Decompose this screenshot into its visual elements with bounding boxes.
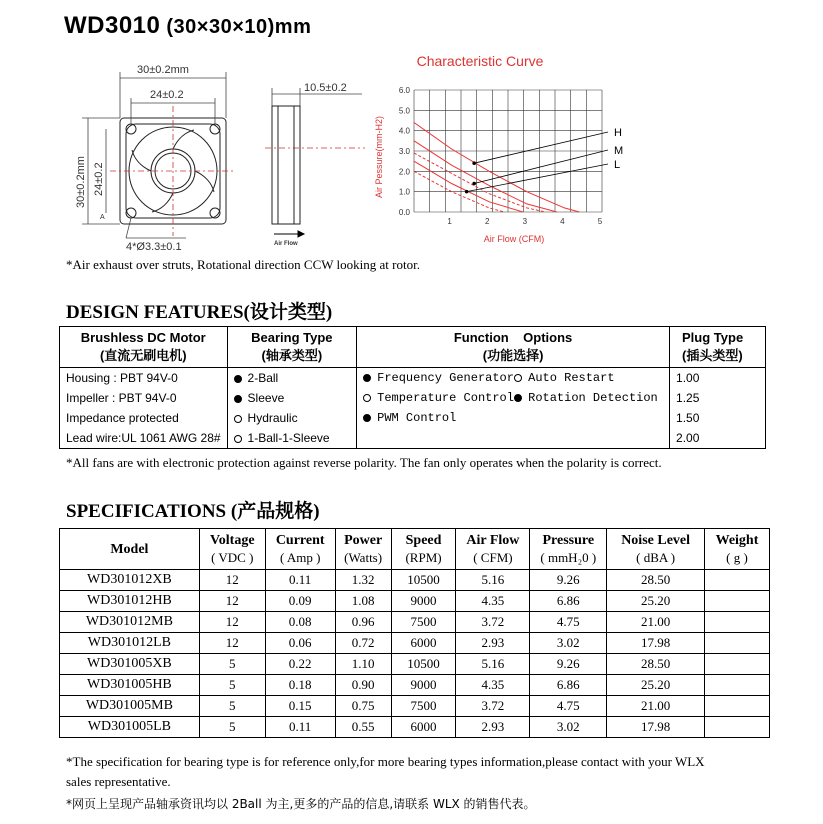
bearing-option: 2-Ball [227, 368, 357, 389]
spec-header: Speed (RPM) [391, 529, 456, 570]
dim-inner-height-label: 24±0.2 [93, 162, 105, 196]
spec-cell: 0.06 [265, 633, 335, 654]
specifications-table [59, 528, 770, 738]
filled-dot-icon [234, 395, 242, 403]
spec-cell: 9.26 [530, 570, 607, 591]
spec-cell: 3.72 [456, 696, 530, 717]
spec-cell: 12 [199, 591, 265, 612]
bearing-option: 1-Ball-1-Sleeve [227, 428, 357, 449]
spec-cell [704, 570, 769, 591]
spec-cell [704, 633, 769, 654]
function-options: Frequency Generator Auto Restart [357, 368, 670, 389]
plug-option: 1.50 [670, 408, 766, 428]
spec-header: Pressure ( mmH₂0 ) [530, 529, 607, 570]
plug-option: 2.00 [670, 428, 766, 449]
spec-cell: 28.50 [607, 654, 705, 675]
fan-dimension-drawing [60, 58, 370, 254]
chart-title: Characteristic Curve [416, 53, 544, 69]
design-features-table [59, 326, 766, 449]
design-row [60, 428, 766, 449]
spec-cell: 0.08 [265, 612, 335, 633]
series-labels [465, 127, 623, 193]
spec-cell: 0.11 [265, 570, 335, 591]
spec-row [60, 633, 770, 654]
airflow-arrowhead [298, 231, 304, 237]
spec-cell: 3.02 [530, 633, 607, 654]
spec-cell [704, 696, 769, 717]
y-tick-label: 6.0 [398, 86, 410, 95]
design-row [60, 408, 766, 428]
spec-cell: WD301012LB [60, 633, 200, 654]
footer-note-line1: *The specification for bearing type is for reference only,for more bearing types information,please contact with your WLX [66, 754, 705, 769]
spec-cell: 2.93 [456, 717, 530, 738]
spec-row [60, 675, 770, 696]
spec-cell: 12 [199, 633, 265, 654]
spec-row [60, 570, 770, 591]
spec-cell: 21.00 [607, 696, 705, 717]
spec-cell: 1.08 [335, 591, 391, 612]
y-tick-label: 2.0 [398, 167, 410, 177]
spec-cell: 4.75 [530, 612, 607, 633]
spec-row [60, 612, 770, 633]
spec-cell: 17.98 [607, 717, 705, 738]
spec-cell: 7500 [391, 696, 456, 717]
filled-dot-icon [363, 374, 371, 382]
fan-strut [173, 130, 194, 149]
spec-cell: 5.16 [456, 570, 530, 591]
y-tick-label: 4.0 [398, 126, 410, 136]
motor-spec: Impedance protected [60, 408, 228, 428]
series-leader [467, 164, 608, 192]
x-tick-label: 3 [522, 217, 528, 226]
spec-cell: WD301012MB [60, 612, 200, 633]
filled-dot-icon [234, 375, 242, 383]
spec-cell: 0.75 [335, 696, 391, 717]
spec-cell: 9.26 [530, 654, 607, 675]
spec-cell: 12 [199, 570, 265, 591]
x-tick-label: 4 [560, 217, 565, 226]
spec-cell: WD301005XB [60, 654, 200, 675]
bearing-option: Sleeve [227, 388, 357, 408]
spec-cell: WD301005HB [60, 675, 200, 696]
spec-header: Current ( Amp ) [265, 529, 335, 570]
spec-cell: 0.11 [265, 717, 335, 738]
spec-row [60, 654, 770, 675]
motor-spec: Impeller : PBT 94V-0 [60, 388, 228, 408]
spec-cell: 25.20 [607, 591, 705, 612]
x-axis-label: Air Flow (CFM) [483, 234, 545, 244]
design-row [60, 388, 766, 408]
x-tick-label: 2 [484, 217, 490, 226]
spec-cell: 0.55 [335, 717, 391, 738]
spec-cell [704, 675, 769, 696]
specs-heading: SPECIFICATIONS (产品规格) [66, 501, 320, 522]
spec-cell: 1.32 [335, 570, 391, 591]
series-label: M [614, 145, 624, 157]
spec-cell: 5.16 [456, 654, 530, 675]
spec-row [60, 696, 770, 717]
series-leader-dot [465, 190, 469, 194]
spec-cell: 10500 [391, 570, 456, 591]
empty-dot-icon [514, 374, 522, 382]
series-label: L [614, 159, 621, 171]
design-col-motor: Brushless DC Motor (直流无刷电机) [60, 327, 228, 368]
footer-note-line2: sales representative. [66, 774, 171, 789]
series-line-h [414, 123, 579, 213]
x-tick-label: 5 [597, 217, 603, 226]
design-row [60, 368, 766, 389]
spec-cell: 0.90 [335, 675, 391, 696]
spec-cell: 6000 [391, 633, 456, 654]
spec-cell: 0.96 [335, 612, 391, 633]
fan-side-view [272, 106, 300, 224]
x-tick-label: 1 [447, 217, 452, 226]
spec-cell: WD301012HB [60, 591, 200, 612]
dim-thickness-label: 10.5±0.2 [304, 82, 347, 94]
dim-inner-width-label: 24±0.2 [150, 89, 184, 101]
function-options [357, 428, 670, 449]
spec-header: Model [60, 529, 200, 570]
spec-cell [704, 717, 769, 738]
y-tick-label: 1.0 [398, 187, 410, 197]
fan-strut [152, 193, 173, 212]
polarity-note: *All fans are with electronic protection against reverse polarity. The fan only operates when the polarity is correct. [66, 455, 662, 470]
fan-strut [195, 171, 214, 192]
spec-cell: 6.86 [530, 675, 607, 696]
series-label: H [614, 127, 622, 139]
page-title [64, 12, 311, 40]
y-tick-label: 5.0 [398, 106, 410, 116]
y-tick-labels [399, 86, 411, 217]
spec-cell: 0.15 [265, 696, 335, 717]
spec-cell: 9000 [391, 675, 456, 696]
filled-dot-icon [363, 414, 371, 422]
footer-note-cn: *网页上呈现产品轴承资讯均以 2Ball 为主,更多的产品的信息,请联系 WLX 的销售代表。 [66, 797, 536, 811]
spec-cell: 3.72 [456, 612, 530, 633]
characteristic-curve-chart [372, 50, 632, 250]
spec-header: Voltage ( VDC ) [199, 529, 265, 570]
spec-cell: 3.02 [530, 717, 607, 738]
spec-cell: 0.18 [265, 675, 335, 696]
spec-cell: 25.20 [607, 675, 705, 696]
spec-cell: 6000 [391, 717, 456, 738]
dim-height-label: 30±0.2mm [75, 156, 87, 208]
spec-cell: 12 [199, 612, 265, 633]
spec-cell: 2.93 [456, 633, 530, 654]
x-tick-labels [447, 217, 602, 226]
dim-holes-label: 4*Ø3.3±0.1 [126, 241, 182, 253]
spec-cell: 17.98 [607, 633, 705, 654]
design-col-plug: Plug Type (插头类型) [670, 327, 766, 368]
spec-cell [704, 591, 769, 612]
filled-dot-icon [514, 394, 522, 402]
spec-cell: 6.86 [530, 591, 607, 612]
series-leader [474, 132, 608, 163]
size-title: (30×30×10)mm [166, 16, 312, 38]
spec-cell: 4.35 [456, 675, 530, 696]
function-options: PWM Control [357, 408, 670, 428]
exhaust-note: *Air exhaust over struts, Rotational direction CCW looking at rotor. [66, 257, 420, 272]
spec-cell [704, 654, 769, 675]
dim-leader-holes [126, 218, 131, 238]
spec-cell: 7500 [391, 612, 456, 633]
spec-cell: 0.72 [335, 633, 391, 654]
motor-spec: Housing : PBT 94V-0 [60, 368, 228, 389]
spec-cell: 10500 [391, 654, 456, 675]
series-leader-dot [472, 161, 476, 165]
spec-cell: 5 [199, 654, 265, 675]
spec-header: Weight ( g ) [704, 529, 769, 570]
spec-row [60, 591, 770, 612]
spec-row [60, 717, 770, 738]
empty-dot-icon [234, 415, 242, 423]
spec-cell: 1.10 [335, 654, 391, 675]
spec-header: Power (Watts) [335, 529, 391, 570]
empty-dot-icon [363, 394, 371, 402]
chart-series [414, 123, 579, 213]
spec-header: Air Flow ( CFM) [456, 529, 530, 570]
design-col-function: Function Options (功能选择) [357, 327, 670, 368]
series-line-l [414, 161, 523, 212]
spec-cell: 0.22 [265, 654, 335, 675]
motor-spec: Lead wire:UL 1061 AWG 28# [60, 428, 228, 449]
spec-cell: 4.75 [530, 696, 607, 717]
spec-cell: WD301005MB [60, 696, 200, 717]
spec-cell [704, 612, 769, 633]
design-heading: DESIGN FEATURES(设计类型) [66, 302, 333, 323]
spec-cell: WD301012XB [60, 570, 200, 591]
label-a: A [100, 214, 105, 221]
y-tick-label: 0.0 [398, 208, 410, 217]
bearing-option: Hydraulic [227, 408, 357, 428]
plug-option: 1.00 [670, 368, 766, 389]
function-options: Temperature Control Rotation Detection [357, 388, 670, 408]
spec-cell: 21.00 [607, 612, 705, 633]
spec-cell: 9000 [391, 591, 456, 612]
y-tick-label: 3.0 [398, 147, 410, 156]
model-title: WD3010 [64, 12, 161, 39]
spec-cell: 5 [199, 675, 265, 696]
y-axis-label: Air Pessure(mm-H2) [374, 115, 384, 198]
spec-cell: 28.50 [607, 570, 705, 591]
fan-strut [132, 150, 151, 171]
spec-header: Noise Level ( dBA ) [607, 529, 705, 570]
spec-cell: 5 [199, 696, 265, 717]
spec-cell: WD301005LB [60, 717, 200, 738]
spec-cell: 5 [199, 717, 265, 738]
series-line-m [414, 141, 557, 212]
series-leader-dot [472, 182, 476, 186]
dim-width-label: 30±0.2mm [137, 64, 189, 76]
empty-dot-icon [234, 435, 242, 443]
spec-cell: 4.35 [456, 591, 530, 612]
series-leader [474, 150, 608, 184]
design-col-bearing: Bearing Type (轴承类型) [227, 327, 357, 368]
spec-cell: 0.09 [265, 591, 335, 612]
chart-grid [414, 90, 602, 212]
plug-option: 1.25 [670, 388, 766, 408]
airflow-label: Air Flow [274, 241, 298, 247]
